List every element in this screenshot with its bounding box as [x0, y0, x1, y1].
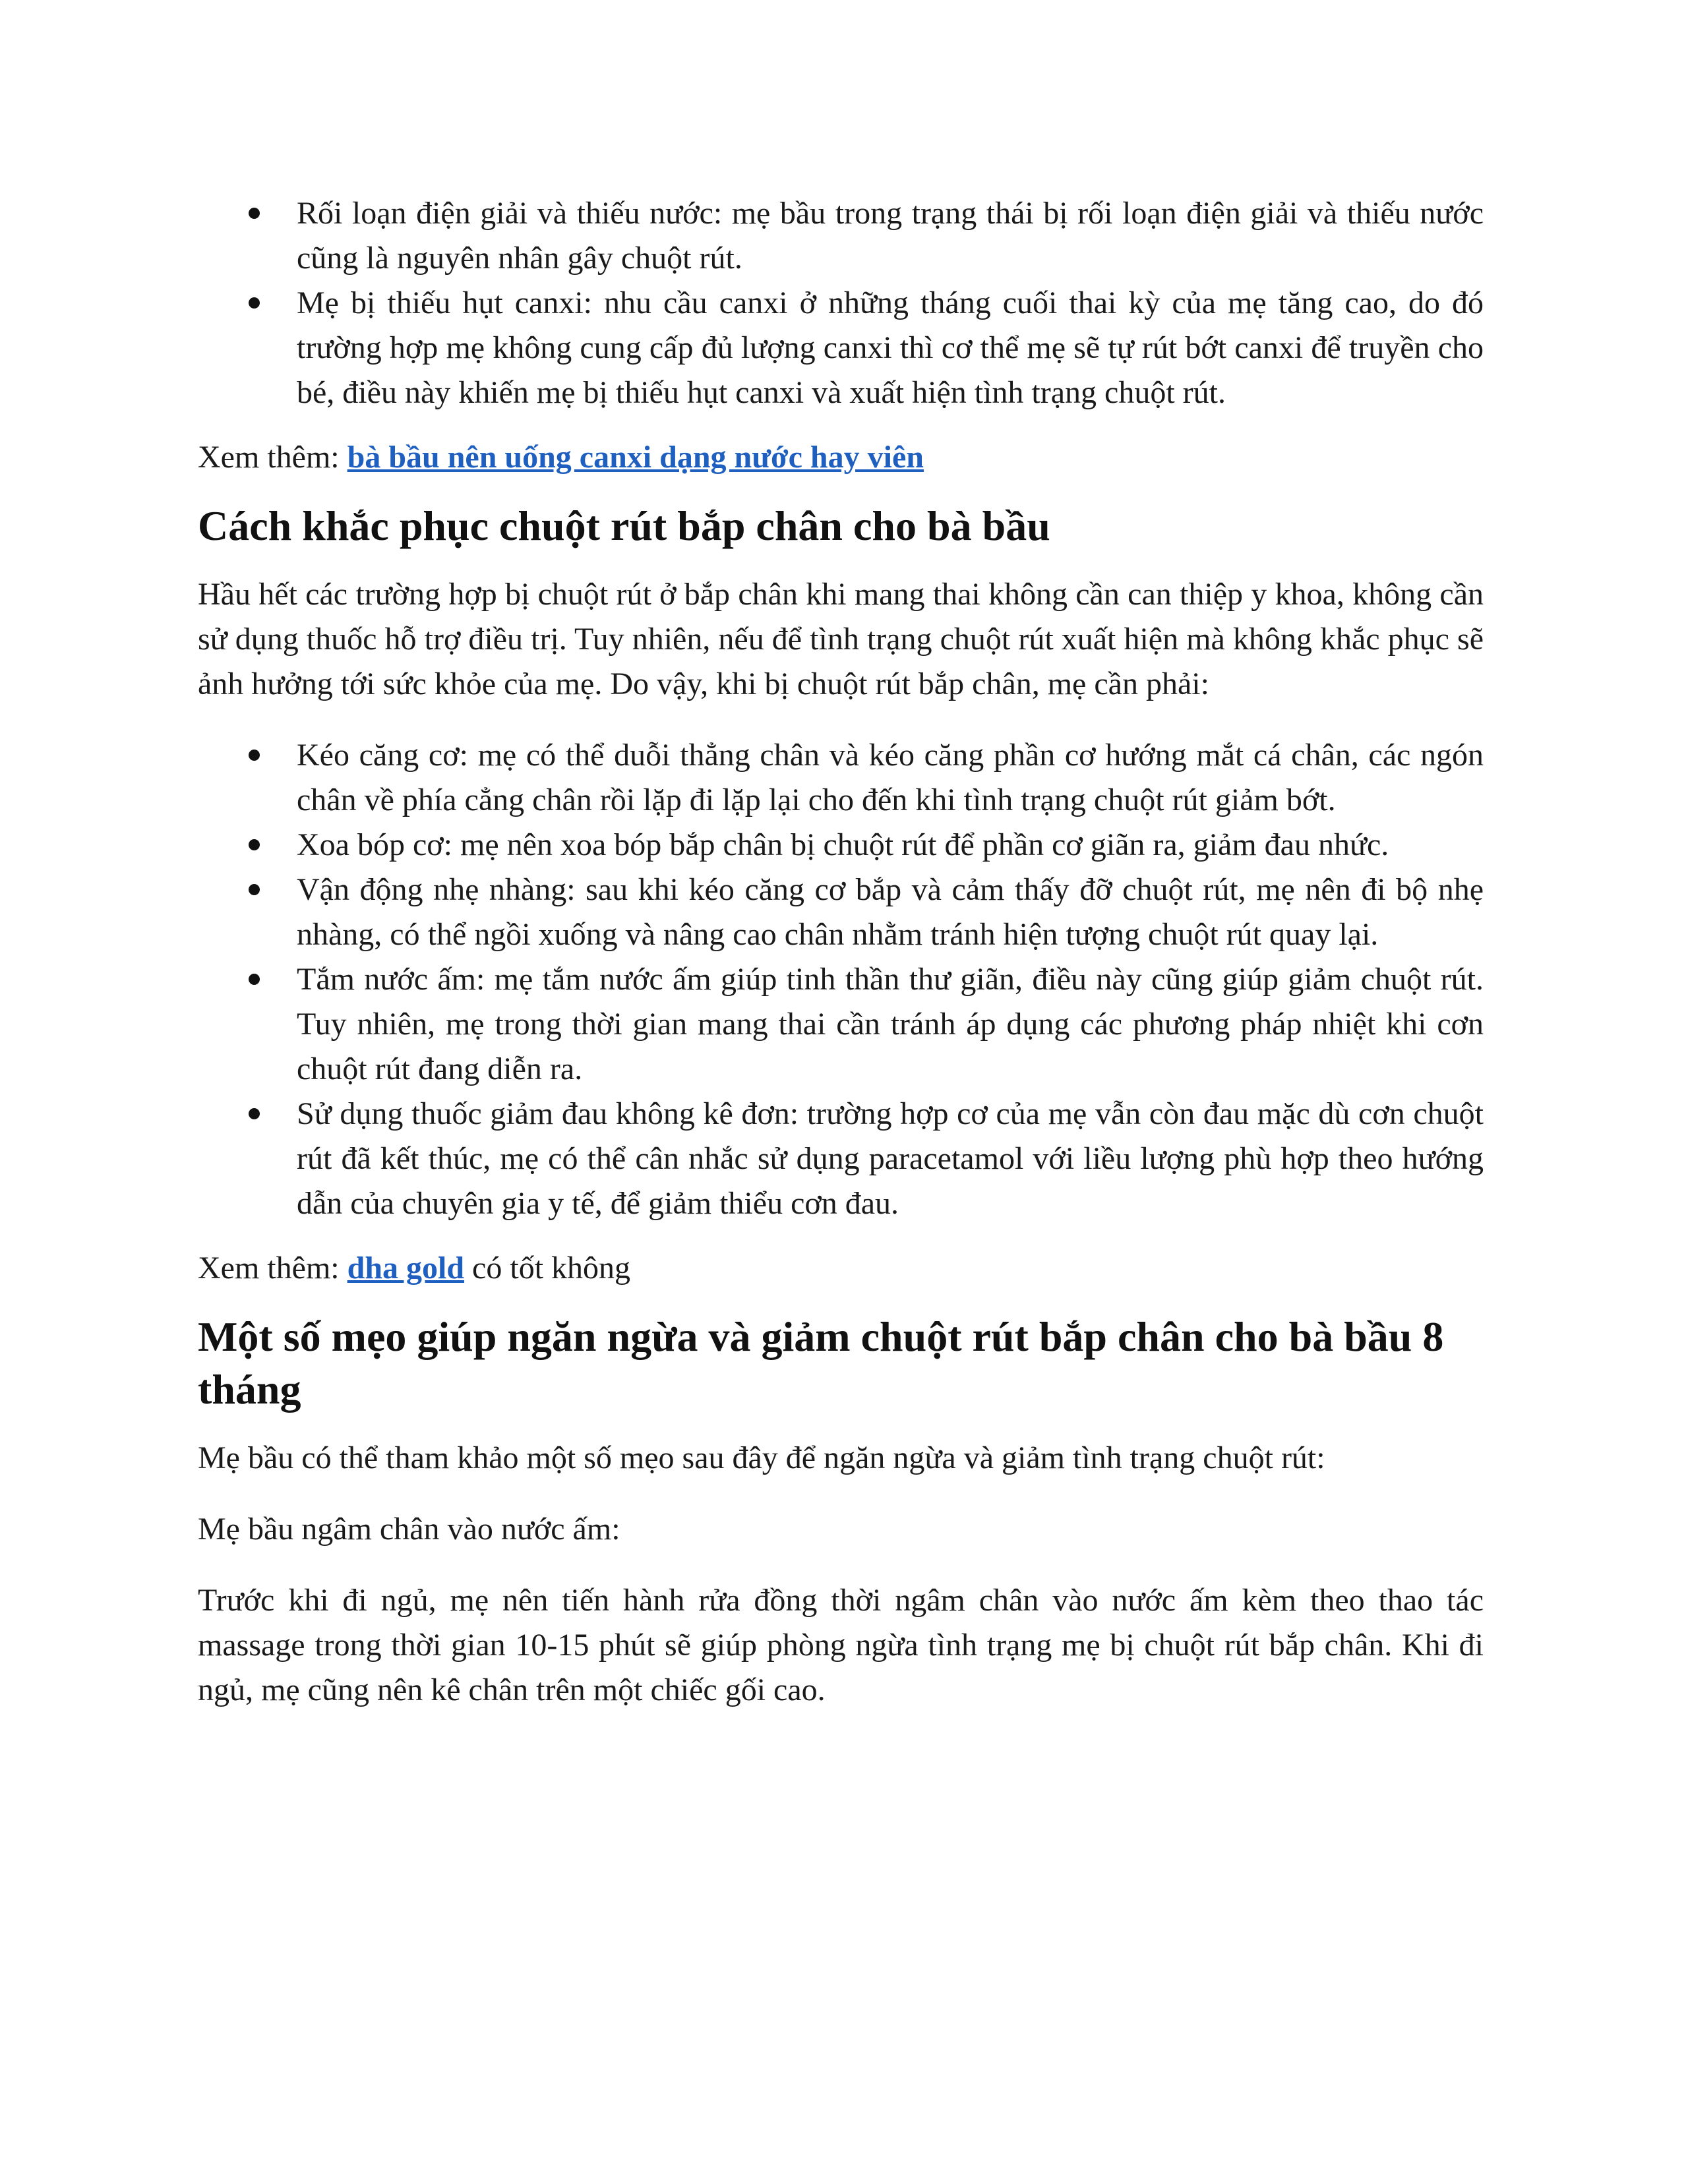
see-more-link-dha-gold[interactable]: dha gold [347, 1251, 465, 1285]
document-page [198, 191, 1484, 1713]
section-heading: Cách khắc phục chuột rút bắp chân cho bà bầu [198, 502, 1050, 549]
list-item [198, 281, 1484, 415]
paragraph: Trước khi đi ngủ, mẹ nên tiến hành rửa đồng thời ngâm chân vào nước ấm kèm theo thao tác massage trong thời gian 10-15 phút sẽ giúp phòng ngừa tình trạng mẹ bị chuột rút bắp chân. Khi đi ngủ, mẹ cũng nên kê chân trên một chiếc gối cao. [198, 1583, 1484, 1707]
list-item-text: Tắm nước ấm: mẹ tắm nước ấm giúp tinh thần thư giãn, điều này cũng giúp giảm chuột rút. Tuy nhiên, mẹ trong thời gian mang thai cần tránh áp dụng các phương pháp nhiệt khi cơn chuột rút đang diễn ra. [297, 962, 1484, 1086]
list-item [198, 191, 1484, 281]
see-more-line [198, 435, 1484, 480]
list-item-text: Xoa bóp cơ: mẹ nên xoa bóp bắp chân bị chuột rút để phần cơ giãn ra, giảm đau nhức. [297, 827, 1389, 862]
remedies-list [198, 733, 1484, 1226]
list-item-text: Kéo căng cơ: mẹ có thể duỗi thẳng chân và kéo căng phần cơ hướng mắt cá chân, các ngón chân về phía cẳng chân rồi lặp đi lặp lại cho đến khi tình trạng chuột rút giảm bớt. [297, 738, 1484, 817]
bullet-icon [249, 884, 260, 895]
paragraph: Mẹ bầu có thể tham khảo một số mẹo sau đây để ngăn ngừa và giảm tình trạng chuột rút: [198, 1440, 1325, 1475]
list-item [198, 868, 1484, 957]
bullet-icon [249, 297, 260, 309]
see-more-prefix: Xem thêm: [198, 1251, 347, 1285]
bullet-icon [249, 974, 260, 985]
see-more-prefix: Xem thêm: [198, 440, 347, 475]
list-item [198, 823, 1484, 868]
bullet-icon [249, 750, 260, 761]
list-item [198, 1092, 1484, 1226]
paragraph: Mẹ bầu ngâm chân vào nước ấm: [198, 1512, 620, 1547]
bullet-icon [249, 839, 260, 850]
list-item-text: Mẹ bị thiếu hụt canxi: nhu cầu canxi ở những tháng cuối thai kỳ của mẹ tăng cao, do đó trường hợp mẹ không cung cấp đủ lượng canxi thì cơ thể mẹ sẽ tự rút bớt canxi để truyền cho bé, điều này khiến mẹ bị thiếu hụt canxi và xuất hiện tình trạng chuột rút. [297, 285, 1484, 410]
see-more-suffix: có tốt không [464, 1251, 631, 1285]
see-more-link-canxi[interactable]: bà bầu nên uống canxi dạng nước hay viên [347, 440, 924, 475]
list-item [198, 957, 1484, 1092]
list-item [198, 733, 1484, 823]
bullet-icon [249, 1108, 260, 1119]
bullet-icon [249, 208, 260, 219]
paragraph: Hầu hết các trường hợp bị chuột rút ở bắp chân khi mang thai không cần can thiệp y khoa, không cần sử dụng thuốc hỗ trợ điều trị. Tuy nhiên, nếu để tình trạng chuột rút xuất hiện mà không khắc phục sẽ ảnh hưởng tới sức khỏe của mẹ. Do vậy, khi bị chuột rút bắp chân, mẹ cần phải: [198, 577, 1484, 701]
list-item-text: Sử dụng thuốc giảm đau không kê đơn: trường hợp cơ của mẹ vẫn còn đau mặc dù cơn chuột rút đã kết thúc, mẹ có thể cân nhắc sử dụng paracetamol với liều lượng phù hợp theo hướng dẫn của chuyên gia y tế, để giảm thiểu cơn đau. [297, 1096, 1484, 1221]
see-more-line [198, 1246, 1484, 1291]
causes-list [198, 191, 1484, 415]
list-item-text: Vận động nhẹ nhàng: sau khi kéo căng cơ bắp và cảm thấy đỡ chuột rút, mẹ nên đi bộ nhẹ nhàng, có thể ngồi xuống và nâng cao chân nhằm tránh hiện tượng chuột rút quay lại. [297, 872, 1484, 952]
list-item-text: Rối loạn điện giải và thiếu nước: mẹ bầu trong trạng thái bị rối loạn điện giải và thiếu nước cũng là nguyên nhân gây chuột rút. [297, 196, 1484, 276]
section-heading: Một số mẹo giúp ngăn ngừa và giảm chuột rút bắp chân cho bà bầu 8 tháng [198, 1313, 1444, 1413]
